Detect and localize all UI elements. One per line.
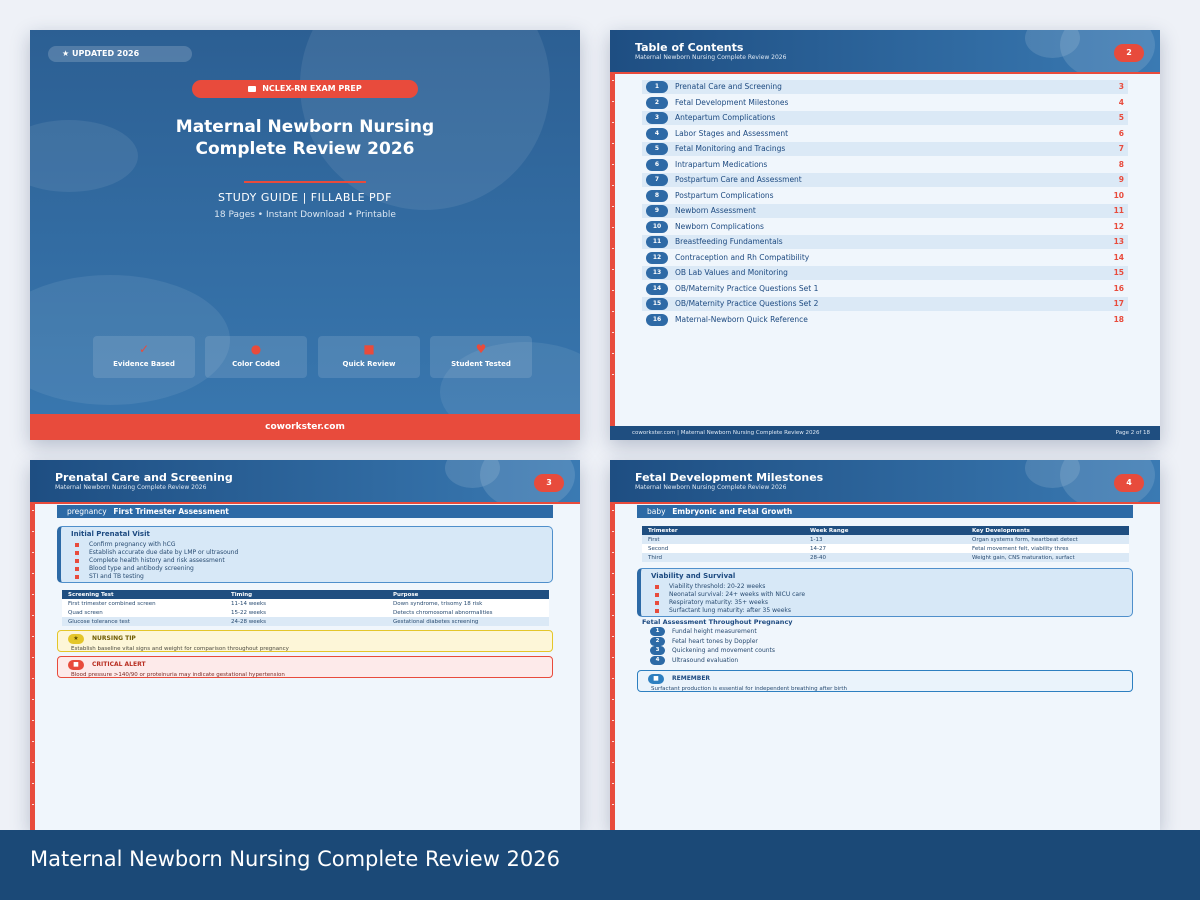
toc-label: Contraception and Rh Compatibility — [675, 252, 810, 262]
list-item: Surfactant lung maturity: after 35 weeks — [655, 607, 805, 615]
table-cell: Quad screen — [62, 608, 225, 617]
table-cell: Second — [642, 544, 804, 553]
exam-prep-label: NCLEX-RN EXAM PREP — [262, 84, 362, 93]
toc-list — [642, 80, 1128, 328]
table-row — [62, 608, 549, 617]
left-ruler-ticks — [612, 80, 614, 380]
toc-number-badge: 8 — [646, 190, 668, 202]
toc-label: Breastfeeding Fundamentals — [675, 237, 783, 246]
step-label: Fetal heart tones by Doppler — [672, 637, 758, 645]
list-item — [642, 627, 1122, 637]
table-header: Screening Test — [62, 590, 225, 599]
cover-page — [30, 30, 580, 440]
remember-callout — [637, 670, 1133, 692]
table-row — [642, 535, 1129, 544]
list-item: Confirm pregnancy with hCG — [75, 541, 238, 549]
toc-row[interactable] — [642, 297, 1128, 311]
viability-list — [655, 583, 805, 615]
step-number: 1 — [650, 627, 665, 636]
toc-page-number: 7 — [1118, 144, 1124, 153]
cover-footer-site: coworkster.com — [30, 414, 580, 440]
page-title: Prenatal Care and Screening — [55, 471, 233, 484]
feature-student-tested — [430, 336, 532, 378]
list-item: Neonatal survival: 24+ weeks with NICU care — [655, 591, 805, 599]
toc-row[interactable] — [642, 220, 1128, 234]
product-caption: Maternal Newborn Nursing Complete Review 2026 — [30, 847, 560, 871]
page-title: Table of Contents — [635, 41, 744, 54]
toc-row[interactable] — [642, 189, 1128, 203]
toc-number-badge: 6 — [646, 159, 668, 171]
table-row — [642, 553, 1129, 562]
callout-body: Surfactant production is essential for independent breathing after birth — [651, 686, 848, 692]
table-cell: Organ systems form, heartbeat detect — [966, 535, 1129, 544]
cover-title-line1: Maternal Newborn Nursing — [175, 117, 435, 137]
toc-label: Prenatal Care and Screening — [675, 82, 782, 91]
toc-number-badge: 10 — [646, 221, 668, 233]
list-item — [642, 637, 1122, 647]
cover-title — [30, 116, 580, 160]
updated-badge: ★ UPDATED 2026 — [48, 46, 192, 62]
table-cell: Third — [642, 553, 804, 562]
step-label: Ultrasound evaluation — [672, 656, 739, 664]
toc-number-badge: 16 — [646, 314, 668, 326]
prenatal-page — [30, 460, 580, 830]
toc-label: OB Lab Values and Monitoring — [675, 268, 788, 277]
feature-label: Student Tested — [451, 360, 511, 368]
toc-page-number: 17 — [1113, 299, 1124, 308]
left-ruler-ticks — [612, 510, 614, 810]
toc-label: Newborn Complications — [675, 221, 764, 231]
callout-title: CRITICAL ALERT — [92, 661, 146, 668]
toc-label: OB/Maternity Practice Questions Set 2 — [675, 299, 819, 308]
note-icon: ■ — [648, 674, 664, 684]
feature-quick-review — [318, 336, 420, 378]
feature-label: Color Coded — [232, 360, 280, 368]
toc-page-number: 15 — [1113, 268, 1124, 277]
toc-number-badge: 11 — [646, 236, 668, 248]
cover-subtitle: STUDY GUIDE | FILLABLE PDF — [218, 191, 392, 204]
viability-box — [637, 568, 1133, 617]
toc-label: OB/Maternity Practice Questions Set 1 — [675, 283, 819, 293]
toc-label: Fetal Development Milestones — [675, 97, 789, 107]
toc-row[interactable] — [642, 142, 1128, 156]
toc-page-number: 11 — [1113, 206, 1124, 215]
toc-row[interactable] — [642, 173, 1128, 187]
table-cell: Fetal movement felt, viability thres — [966, 544, 1129, 553]
product-caption-bar — [0, 830, 1200, 900]
table-header: Purpose — [387, 590, 549, 599]
list-item — [642, 646, 1122, 656]
toc-row[interactable] — [642, 96, 1128, 110]
toc-number-badge: 15 — [646, 298, 668, 310]
toc-page-number: 10 — [1113, 190, 1124, 200]
page-header — [610, 30, 1160, 74]
toc-number-badge: 4 — [646, 128, 668, 140]
book-icon: ■ — [363, 342, 375, 356]
toc-row[interactable] — [642, 127, 1128, 141]
toc-row[interactable] — [642, 80, 1128, 94]
section-bar — [57, 505, 553, 518]
toc-row[interactable] — [642, 251, 1128, 265]
table-row — [62, 617, 549, 626]
toc-number-badge: 12 — [646, 252, 668, 264]
step-number: 4 — [650, 656, 665, 665]
toc-page-number: 3 — [1118, 82, 1124, 91]
page-subtitle: Maternal Newborn Nursing Complete Review 2026 — [55, 484, 207, 491]
page-title: Fetal Development Milestones — [635, 471, 824, 484]
toc-number-badge: 5 — [646, 143, 668, 155]
cover-title-line2: Complete Review 2026 — [195, 139, 415, 159]
table-cell: 28-40 — [804, 553, 966, 562]
nursing-tip-callout — [57, 630, 553, 652]
page-header — [610, 460, 1160, 504]
step-number: 2 — [650, 637, 665, 646]
table-cell: Down syndrome, trisomy 18 risk — [387, 599, 549, 608]
table-cell: 14-27 — [804, 544, 966, 553]
feature-label: Evidence Based — [113, 360, 175, 368]
table-cell: 1-13 — [804, 535, 966, 544]
toc-number-badge: 9 — [646, 205, 668, 217]
list-item — [642, 656, 1122, 666]
feature-label: Quick Review — [342, 360, 396, 368]
screening-table — [62, 590, 549, 626]
list-item: Blood type and antibody screening — [75, 565, 238, 573]
toc-row[interactable] — [642, 313, 1128, 327]
star-icon: ★ — [68, 634, 84, 644]
fetal-page — [610, 460, 1160, 830]
toc-number-badge: 13 — [646, 267, 668, 279]
toc-row[interactable] — [642, 158, 1128, 172]
table-cell: First — [642, 535, 804, 544]
box-heading: Initial Prenatal Visit — [71, 530, 150, 538]
pregnancy-icon: pregnancy — [67, 507, 107, 516]
table-cell: 15-22 weeks — [225, 608, 387, 617]
assessment-list — [642, 627, 1122, 665]
table-row — [642, 544, 1129, 553]
list-item: Establish accurate due date by LMP or ultrasound — [75, 549, 238, 557]
callout-title: REMEMBER — [672, 675, 711, 682]
section-title: Embryonic and Fetal Growth — [672, 507, 793, 516]
baby-icon: baby — [647, 507, 666, 516]
toc-page-number: 16 — [1113, 283, 1124, 293]
toc-page-number: 5 — [1118, 113, 1124, 122]
step-label: Quickening and movement counts — [672, 647, 776, 654]
table-cell: 24-28 weeks — [225, 617, 387, 626]
table-header-row — [62, 590, 549, 599]
assessment-heading: Fetal Assessment Throughout Pregnancy — [642, 618, 793, 626]
page-number-badge: 3 — [534, 474, 564, 492]
toc-page-number: 12 — [1113, 221, 1124, 231]
section-title: First Trimester Assessment — [113, 507, 229, 516]
cover-meta: 18 Pages • Instant Download • Printable — [214, 210, 396, 220]
list-item: Complete health history and risk assessment — [75, 557, 238, 565]
toc-page-number: 9 — [1118, 175, 1124, 184]
toc-page-number: 4 — [1118, 97, 1124, 107]
check-icon: ✓ — [138, 342, 150, 356]
page-subtitle: Maternal Newborn Nursing Complete Review 2026 — [635, 484, 787, 491]
table-header: Trimester — [642, 526, 804, 535]
heart-icon: ♥ — [475, 342, 487, 356]
alert-icon: ■ — [68, 660, 84, 670]
list-item: Viability threshold: 20-22 weeks — [655, 583, 805, 591]
table-cell: Glucose tolerance test — [62, 617, 225, 626]
toc-row[interactable] — [642, 111, 1128, 125]
toc-row[interactable] — [642, 235, 1128, 249]
toc-label: Intrapartum Medications — [675, 159, 768, 169]
feature-color-coded — [205, 336, 307, 378]
toc-page-number: 13 — [1113, 237, 1124, 246]
table-header: Key Developments — [966, 526, 1129, 535]
page-number-badge: 2 — [1114, 44, 1144, 62]
feature-evidence-based — [93, 336, 195, 378]
table-header: Timing — [225, 590, 387, 599]
footer-page-count: Page 2 of 18 — [1115, 430, 1150, 436]
table-header: Week Range — [804, 526, 966, 535]
table-cell: First trimester combined screen — [62, 599, 225, 608]
step-number: 3 — [650, 646, 665, 655]
section-bar — [637, 505, 1133, 518]
toc-number-badge: 7 — [646, 174, 668, 186]
toc-page-number: 14 — [1113, 252, 1124, 262]
palette-icon: ● — [250, 342, 262, 356]
left-ruler-ticks — [32, 510, 34, 810]
toc-number-badge: 2 — [646, 97, 668, 109]
toc-label: Postpartum Care and Assessment — [675, 175, 802, 184]
page-number-badge: 4 — [1114, 474, 1144, 492]
book-icon — [248, 86, 256, 92]
development-table — [642, 526, 1129, 562]
toc-label: Maternal-Newborn Quick Reference — [675, 314, 808, 324]
toc-label: Fetal Monitoring and Tracings — [675, 144, 786, 153]
list-item: Respiratory maturity: 35+ weeks — [655, 599, 805, 607]
toc-label: Antepartum Complications — [675, 113, 776, 122]
table-header-row — [642, 526, 1129, 535]
toc-page — [610, 30, 1160, 440]
toc-page-number: 8 — [1118, 159, 1124, 169]
toc-number-badge: 14 — [646, 283, 668, 295]
page-subtitle: Maternal Newborn Nursing Complete Review 2026 — [635, 54, 787, 61]
toc-label: Labor Stages and Assessment — [675, 128, 789, 138]
page-header — [30, 460, 580, 504]
table-cell: 11-14 weeks — [225, 599, 387, 608]
toc-page-number: 18 — [1113, 314, 1124, 324]
step-label: Fundal height measurement — [672, 628, 757, 635]
critical-alert-callout — [57, 656, 553, 678]
callout-body: Establish baseline vital signs and weight for comparison throughout pregnancy — [71, 646, 289, 652]
toc-number-badge: 1 — [646, 81, 668, 93]
toc-row[interactable] — [642, 282, 1128, 296]
toc-number-badge: 3 — [646, 112, 668, 124]
callout-title: NURSING TIP — [92, 635, 136, 642]
toc-label: Newborn Assessment — [675, 206, 756, 215]
initial-visit-box — [57, 526, 553, 583]
callout-body: Blood pressure >140/90 or proteinuria may indicate gestational hypertension — [71, 672, 285, 678]
toc-row[interactable] — [642, 204, 1128, 218]
table-cell: Detects chromosomal abnormalities — [387, 608, 549, 617]
table-row — [62, 599, 549, 608]
exam-prep-pill — [192, 80, 418, 98]
page-footer — [610, 426, 1160, 440]
visit-list — [75, 541, 238, 581]
table-cell: Weight gain, CNS maturation, surfact — [966, 553, 1129, 562]
footer-left: coworkster.com | Maternal Newborn Nursing Complete Review 2026 — [632, 430, 820, 436]
box-heading: Viability and Survival — [651, 572, 736, 580]
table-cell: Gestational diabetes screening — [387, 617, 549, 626]
title-divider — [244, 181, 366, 183]
toc-page-number: 6 — [1118, 128, 1124, 138]
toc-label: Postpartum Complications — [675, 190, 774, 200]
toc-row[interactable] — [642, 266, 1128, 280]
list-item: STI and TB testing — [75, 573, 238, 581]
